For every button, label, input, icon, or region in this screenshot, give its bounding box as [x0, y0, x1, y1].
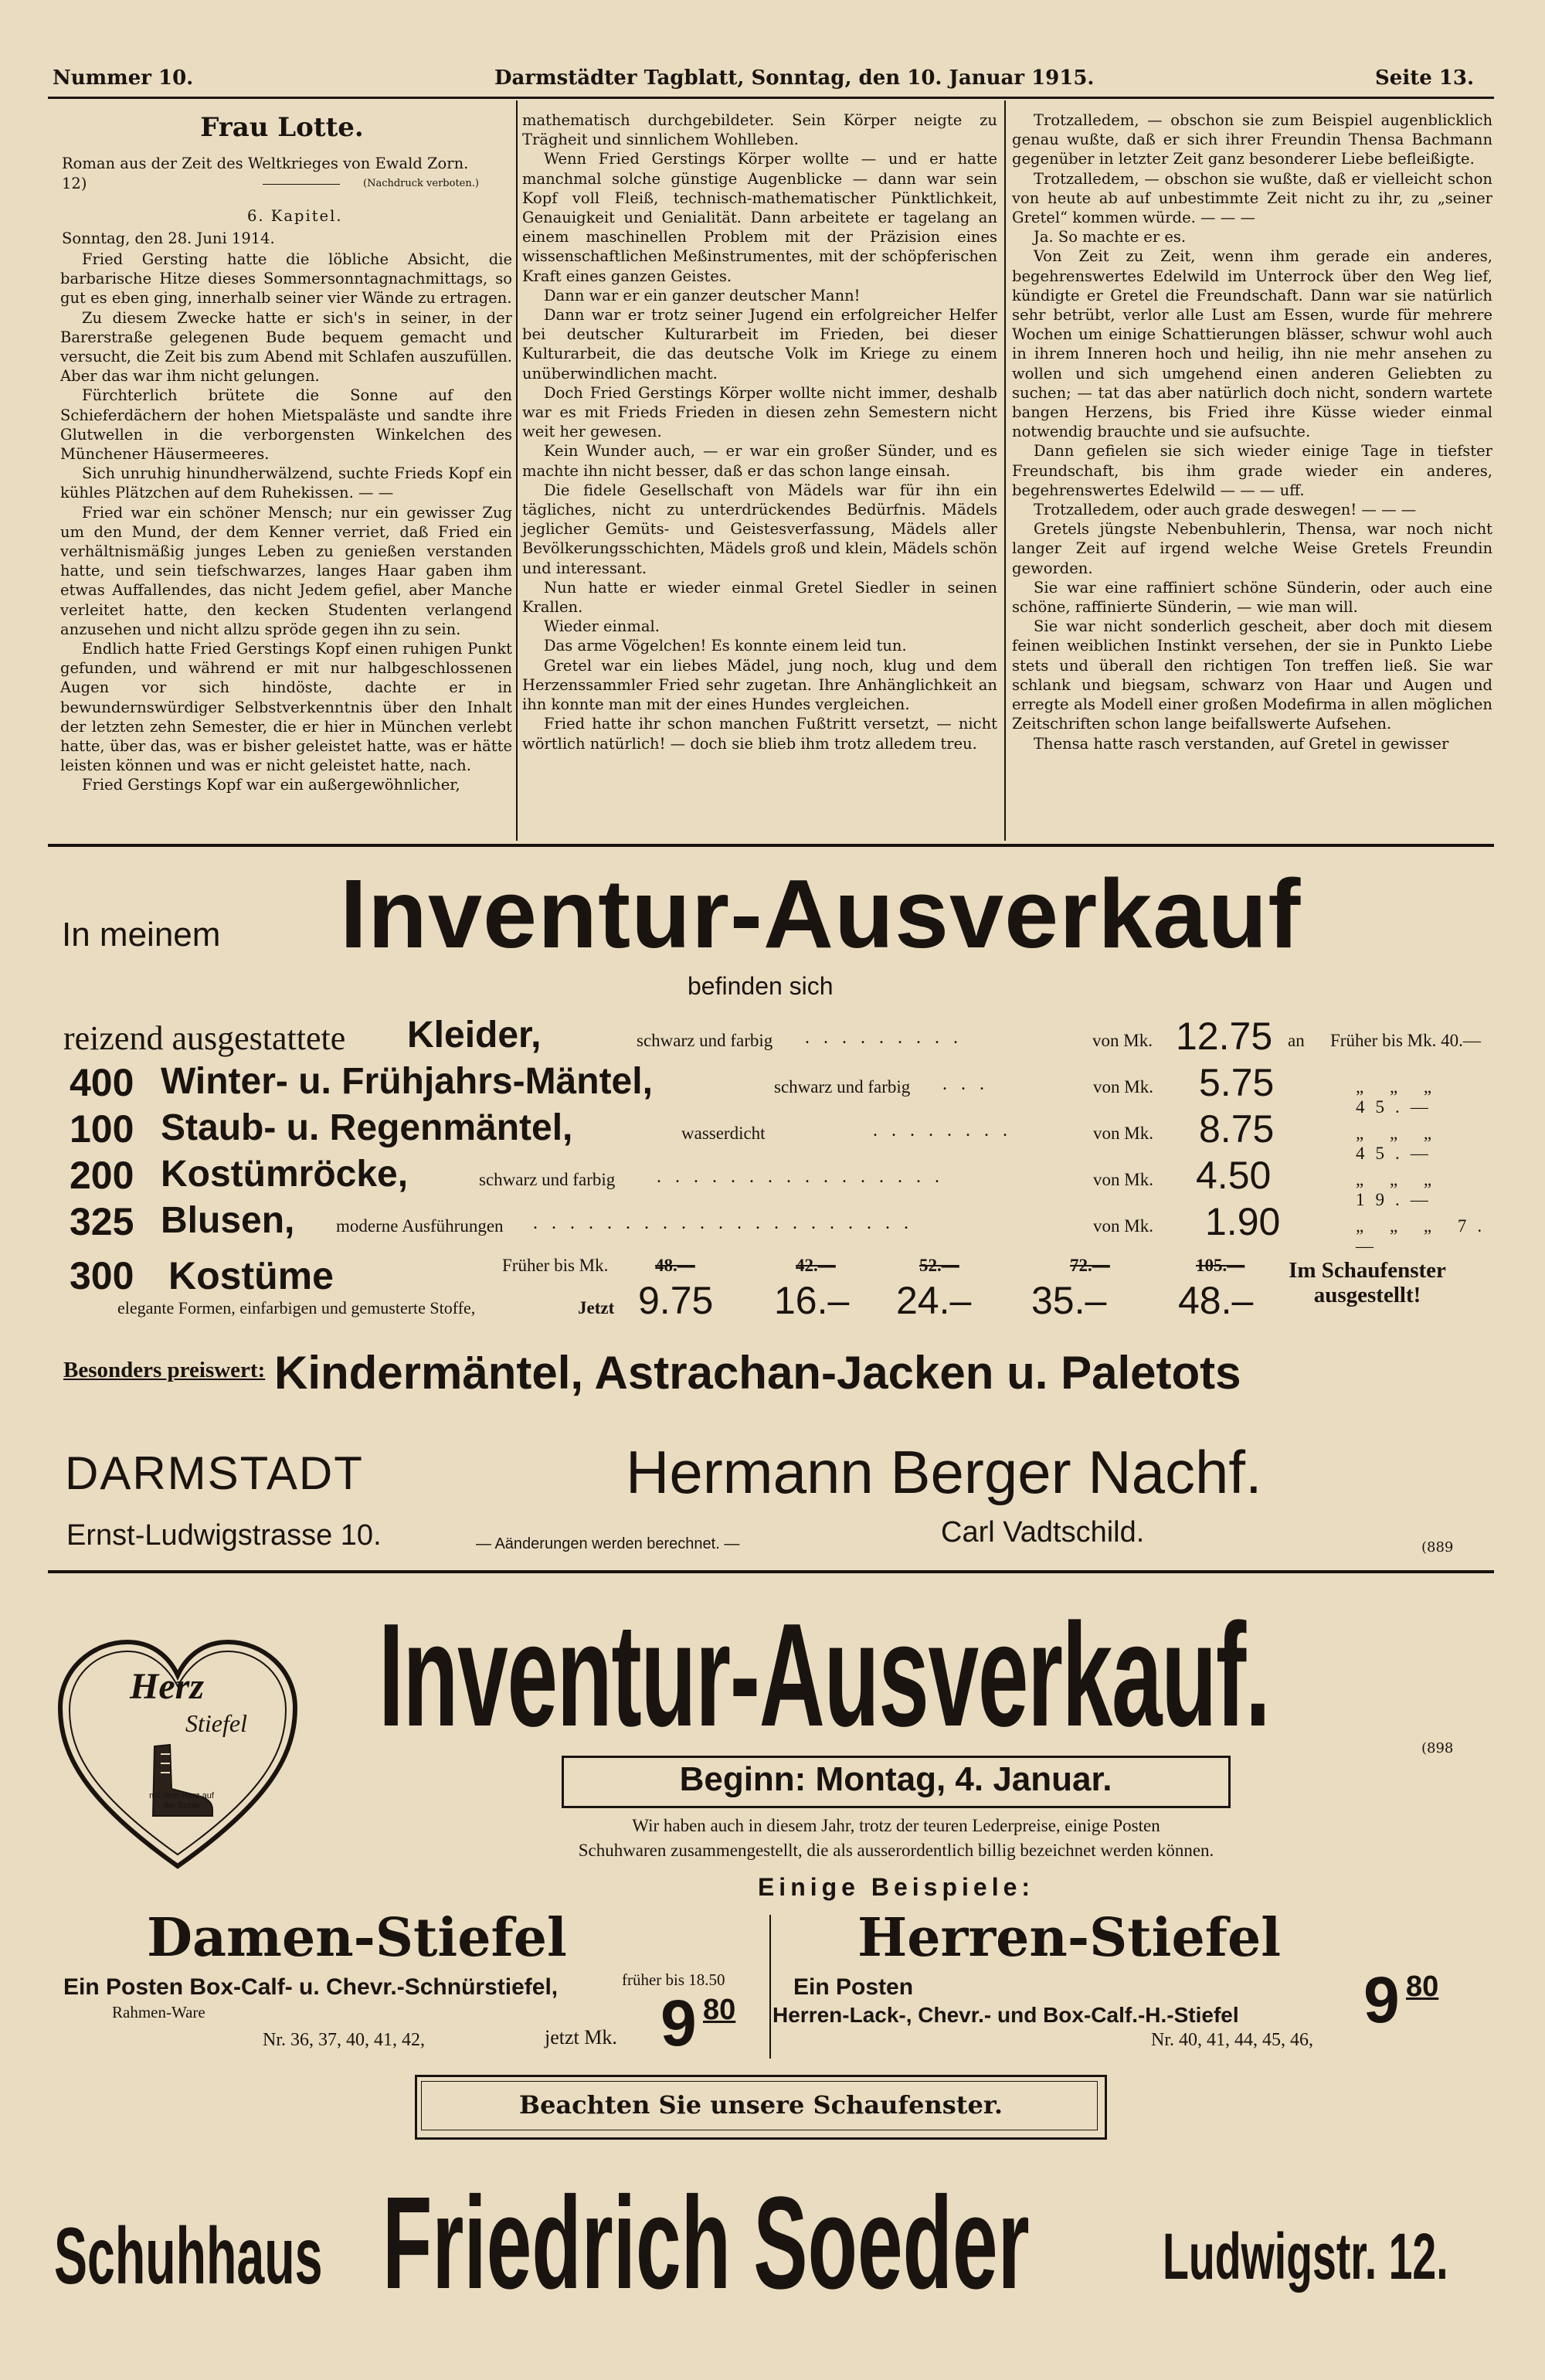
section-rule [48, 1570, 1494, 1573]
ad2-text-line-2: Schuhwaren zusammengestellt, die als ausserordentlich billig bezeichnet werden können. [578, 1841, 1214, 1860]
kostueme-new-price: 35.– [1031, 1279, 1107, 1322]
ad-prefix: In meinem [62, 916, 221, 954]
paragraph: Trotzalledem, — obschon sie zum Beispiel augenblicklich genau wußte, daß er sich ihrer Freundin Thensa Bachmann gegenüber in letzter Zeit ganz besonderer Liebe befleißigte. [1012, 111, 1492, 168]
herren-line-2: Herren-Lack-, Chevr.- und Box-Calf.-H.-Stiefel [772, 2003, 1239, 2027]
item-quantity: 400 [70, 1061, 134, 1104]
item-description: wasserdicht [681, 1124, 766, 1143]
ad-headline: Inventur-Ausverkauf [340, 859, 1302, 968]
paragraph: Dann war er trotz seiner Jugend ein erfolgreicher Helfer bei deutscher Kulturarbeit im Frieden, bei dieser Kulturarbeit, die das deutsche Volk im Kriege zu einem unüberwindlichen macht. [522, 306, 997, 382]
dot-leader: . . . . . . . . . . . . . . . . [657, 1167, 944, 1187]
item-name: Blusen, [161, 1200, 295, 1241]
former-price: „ „ „ 45.— [1356, 1124, 1443, 1163]
kostueme-description: elegante Formen, einfarbigen und gemusterte Stoffe, [117, 1298, 476, 1318]
ad-item-row [63, 1014, 1492, 1060]
beachten-text: Beachten Sie unsere Schaufenster. [519, 2090, 1003, 2120]
former-price: „ „ „ 7.— [1356, 1216, 1493, 1256]
kostueme-new-price: 9.75 [638, 1279, 714, 1322]
ad-item-row [70, 1199, 1499, 1256]
damen-line-1: Ein Posten Box-Calf- u. Chevr.-Schnürstiefel, [63, 1974, 559, 2000]
paragraph: Fried Gerstings Kopf war ein außergewöhnlicher, [82, 776, 460, 794]
ad2-headline-text: Inventur-Ausverkauf. [379, 1598, 1270, 1753]
paragraph: Dann war er ein ganzer deutscher Mann! [544, 286, 861, 304]
dot-leader: . . . [942, 1074, 989, 1094]
paragraph: mathematisch durchgebildeter. Sein Körper neigte zu Trägheit und sinnlichem Wohlleben. [522, 111, 997, 149]
page-number-label: Nummer 10. [53, 66, 194, 90]
item-description: schwarz und farbig [774, 1077, 911, 1096]
item-quantity: 100 [70, 1107, 134, 1151]
kostueme-old-price: 105.— [1196, 1256, 1245, 1275]
paragraph: Fürchterlich brütete die Sonne auf den Schieferdächern der hohen Mietspaläste und sandte ihre Glutwellen in die verborgensten Winkelchen des Münchener Häusermeeres. [60, 386, 512, 464]
damen-title: Damen-Stiefel [147, 1907, 567, 1969]
item-quantity: 325 [70, 1200, 134, 1243]
herren-price-dec: 80 [1406, 1970, 1439, 2003]
paragraph: Fried Gersting hatte die löbliche Absicht, die barbarische Hitze dieses Sommersonntagnachmittags, so gut es eben ging, innerhalb seiner vier Wände zu ertragen. [60, 250, 512, 308]
damen-price-int: 9 [660, 1987, 697, 2059]
header-rule [48, 97, 1494, 99]
item-name: Winter- u. Frühjahrs-Mäntel, [161, 1061, 653, 1102]
herren-price-int: 9 [1363, 1964, 1400, 2036]
ad-firm-name: Hermann Berger Nachf. [626, 1438, 1262, 1506]
paragraph: Fried hatte ihr schon manchen Fußtritt versetzt, — nicht wörtlich natürlich! — doch sie blieb ihm trotz alledem treu. [522, 715, 997, 753]
chapter-date: Sonntag, den 28. Juni 1914. [62, 230, 275, 247]
preiswert-label: Besonders preiswert: [63, 1358, 266, 1382]
paragraph: Sie war nicht sonderlich gescheit, aber doch mit diesem feinen weiblichen Instinkt versehen, der sie in Punkto Liebe stets und überall den richtigen Ton treffen ließ. Sie war schlank und biegsam, schwarz von Haar und Augen und erregte als Modell einer großen Modefirma in allen möglichen Zeitschriften schon lange beifallswerte Aufsehen. [1012, 617, 1492, 733]
logo-text-top: Herz [130, 1666, 204, 1707]
kostueme-old-price: 48.— [655, 1256, 695, 1275]
kostueme-new-price: 16.– [774, 1279, 850, 1322]
kostueme-old-price: 52.— [919, 1256, 959, 1275]
ad-code: (889 [1421, 1539, 1454, 1556]
paragraph: Trotzalledem, — obschon sie wußte, daß er vielleicht schon von heute ab auf unbestimmte Zeit nicht zu ihr, zu „seiner Gretel“ kommen würde. — — — [1012, 169, 1492, 227]
paragraph: Kein Wunder auch, — er war ein großer Sünder, und es machte ihn nicht besser, daß er das schon lange einsah. [522, 442, 997, 480]
ad2-text-line-1: Wir haben auch in diesem Jahr, trotz der teuren Lederpreise, einige Posten [632, 1816, 1160, 1835]
kostueme-new-price: 24.– [896, 1279, 972, 1322]
ad2-headline [379, 1598, 1414, 1753]
item-price: 12.75 [1176, 1015, 1273, 1058]
item-name: Kostümröcke, [161, 1154, 409, 1195]
kostueme-quantity: 300 [70, 1254, 134, 1297]
item-description: schwarz und farbig [479, 1170, 616, 1189]
herren-title: Herren-Stiefel [857, 1907, 1282, 1969]
paragraph: Zu diesem Zwecke hatte er sich's in seiner, in der Barerstraße gelegenen Bude bequem gemacht und versucht, die Zeit bis zum Abend mit Schlafen auszufüllen. Aber das war ihm nicht gelungen. [60, 308, 512, 386]
former-price: „ „ „ 19.— [1356, 1170, 1443, 1209]
paragraph: Thensa hatte rasch verstanden, auf Gretel in gewisser [1034, 734, 1449, 753]
logo-small-text: mit dem Herz auf der Sohle [149, 1791, 214, 1810]
paragraph: Endlich hatte Fried Gerstings Kopf einen ruhigen Punkt gefunden, und während er mit nur halbgeschlossenen Augen vor sich hindöste, dachte er in bewundernswürdiger Selbstverkenntnis über den Inhalt der letzten zehn Semester, die er hier in München verlebt hatte, über das, was er bisher geleistet hatte, was er hätte leisten können und was er nicht geleistet hatte, nach. [60, 640, 512, 775]
column-rule [769, 1915, 771, 2059]
short-rule [263, 184, 340, 185]
logo-text-bottom: Stiefel [185, 1709, 247, 1737]
paragraph: Sie war eine raffiniert schöne Sünderin, oder auch eine schöne, raffinierte Sünderin, — wie man will. [1012, 578, 1492, 617]
kostueme-name: Kostüme [168, 1254, 334, 1297]
paragraph: Von Zeit zu Zeit, wenn ihm gerade ein anderes, begehrenswertes Edelwild im Unterrock über den Weg lief, kündigte er Gretel die Freundschaft. Dann war sie natürlich sehr betrübt, verlor alle Lust am Essen, wurde für mehrere Wochen um einige Schattierungen blässer, schwur wohl auch in ihrem Inneren hoch und heilig, ihn nie mehr ansehen zu wollen und sich umgehend einen anderen Geliebten zu suchen; — tat das aber natürlich doch nicht, sondern wartete bangen Herzens, bis Fried ihre Küsse wieder einmal notwendig brauchte und sie aufsuchte. [1012, 247, 1492, 441]
herren-line-1: Ein Posten [793, 1974, 914, 2000]
price-prefix: von Mk. [1092, 1031, 1153, 1050]
beginn-text: Beginn: Montag, 4. Januar. [679, 1760, 1112, 1798]
kostueme-old-price: 42.— [796, 1256, 836, 1275]
beispiele-heading: Einige Beispiele: [757, 1873, 1035, 1901]
ad-item-row [70, 1060, 1499, 1117]
ad-item-row [70, 1107, 1499, 1163]
ad-owner: Carl Vadtschild. [941, 1516, 1145, 1549]
damen-line-2: Rahmen-Ware [112, 2003, 205, 2021]
shop-street [1163, 2218, 1503, 2295]
paragraph: Trotzalledem, oder auch grade deswegen! — — — [1034, 501, 1417, 519]
article-part: 12) [62, 175, 87, 192]
shop-prefix [54, 2210, 379, 2303]
paragraph: Ja. So machte er es. [1034, 228, 1187, 246]
section-rule [48, 844, 1494, 847]
dot-leader: . . . . . . . . . [805, 1028, 963, 1048]
article-column-3 [1012, 110, 1492, 753]
ad-city: DARMSTADT [65, 1447, 364, 1499]
page-label: Seite 13. [1375, 66, 1475, 90]
article-column-2 [522, 110, 997, 753]
item-quantity: 200 [70, 1154, 134, 1197]
price-prefix: von Mk. [1093, 1216, 1153, 1236]
paragraph: Dann gefielen sie sich wieder einige Tage in tiefster Freundschaft, bis ihm grade wieder ein anderes, begehrenswertes Edelwild — — — uff. [1012, 442, 1492, 499]
kostueme-jetzt-label: Jetzt [578, 1298, 615, 1318]
kostueme-former-label: Früher bis Mk. [502, 1256, 609, 1275]
price-prefix: von Mk. [1093, 1077, 1153, 1096]
damen-former-price: früher bis 18.50 [622, 1970, 725, 1989]
paragraph: Gretels jüngste Nebenbuhlerin, Thensa, war noch nicht langer Zeit auf irgend welche Weise Gretels Freundin geworden. [1012, 520, 1492, 577]
former-price: „ „ „ 45.— [1356, 1077, 1443, 1117]
dot-leader: . . . . . . . . [873, 1120, 1012, 1141]
price-prefix: von Mk. [1093, 1124, 1153, 1143]
article-title: Frau Lotte. [200, 112, 364, 143]
item-price: 8.75 [1199, 1107, 1275, 1151]
item-quantity: reizend ausgestattete [63, 1019, 346, 1057]
kostueme-new-price: 48.– [1178, 1279, 1254, 1322]
shop-name-text: Friedrich Soeder [382, 2170, 1030, 2317]
shop-name [382, 2170, 1139, 2317]
column-rule [516, 100, 518, 841]
paragraph: Doch Fried Gerstings Körper wollte nicht immer, deshalb war es mit Frieds Frieden in diesen zehn Semestern nicht weit her gewesen. [522, 383, 997, 441]
ad-subline: befinden sich [688, 972, 834, 1000]
paragraph: Sich unruhig hinundherwälzend, suchte Frieds Kopf ein kühles Plätzchen auf dem Ruhekissen. — — [60, 464, 512, 502]
item-name: Kleider, [407, 1015, 542, 1056]
paragraph: Das arme Vögelchen! Es konnte einem leid tun. [544, 637, 907, 655]
preiswert-items: Kindermäntel, Astrachan-Jacken u. Paletots [274, 1347, 1241, 1399]
item-name: Staub- u. Regenmäntel, [161, 1107, 573, 1148]
item-description: moderne Ausführungen [336, 1216, 504, 1236]
ad2-code: (898 [1421, 1740, 1454, 1756]
paragraph: Gretel war ein liebes Mädel, jung noch, klug und dem Herzenssammler Fried sehr zugetan. Ihre Anhänglichkeit an ihn konnte man mit der eines Hundes vergleichen. [522, 656, 997, 714]
ad-item-row [70, 1153, 1499, 1209]
schaufenster-note: Im Schaufenster ausgestellt! [1289, 1258, 1446, 1307]
damen-jetzt: jetzt Mk. [545, 2026, 617, 2048]
kostueme-old-price: 72.— [1070, 1256, 1110, 1275]
paragraph: Fried war ein schöner Mensch; nur ein gewisser Zug um den Mund, der dem Kenner verriet, daß Fried ein verhältnismäßig junges Leben zu genießen verstanden hatte, und sein tiefschwarzes, langes Haar gaben ihm etwas Auffallendes, das nicht Jedem gefiel, aber Manche verleitet hatte, den kecken Studenten verlangend anzusehen und nicht allzu spröde gegen ihn zu sein. [60, 503, 512, 638]
price-prefix: von Mk. [1093, 1170, 1153, 1189]
shop-prefix-text: Schuhhaus [54, 2212, 323, 2301]
column-rule [1004, 100, 1006, 841]
paragraph: Wenn Fried Gerstings Körper wollte — und er hatte manchmal solche günstige Augenblicke — dann war sein Kopf voll Fleiß, technisch-mathematischer Pünktlichkeit, Genauigkeit und Genialität. Dann arbeitete er tagelang an einem maschinellen Problem mit der Präzision eines wissenschaftlichen Meßinstrumentes, mit der schöpferischen Kraft eines ganzen Geistes. [522, 150, 997, 285]
chapter-heading: 6. Kapitel. [247, 207, 343, 225]
dot-leader: . . . . . . . . . . . . . . . . . . . . . [533, 1213, 913, 1233]
ad-notice: — Aänderungen werden berechnet. — [476, 1535, 740, 1552]
item-description: schwarz und farbig [637, 1031, 773, 1050]
article-column-1 [60, 250, 512, 795]
herren-sizes: Nr. 40, 41, 44, 45, 46, [1151, 2030, 1313, 2050]
item-price: 4.50 [1196, 1154, 1272, 1197]
item-price: 1.90 [1205, 1200, 1281, 1243]
price-suffix: an [1288, 1031, 1305, 1050]
article-subtitle: Roman aus der Zeit des Weltkrieges von Ewald Zorn. [62, 155, 469, 172]
reprint-note: (Nachdruck verboten.) [363, 178, 479, 189]
damen-price-dec: 80 [703, 1994, 736, 2026]
damen-sizes: Nr. 36, 37, 40, 41, 42, [263, 2030, 425, 2050]
paragraph: Nun hatte er wieder einmal Gretel Siedler in seinen Krallen. [522, 578, 997, 617]
item-price: 5.75 [1199, 1061, 1275, 1104]
paragraph: Die fidele Gesellschaft von Mädels war für ihn ein tägliches, nicht zu unterdrückendes Bedürfnis. Mädels jeglicher Gemüts- und Geistesverfassung, Mädels aller Bevölkerungsschichten, Mädels groß und klein, Mädels schön und interessant. [522, 481, 997, 577]
former-price: Früher bis Mk. 40.— [1330, 1031, 1481, 1050]
newspaper-title: Darmstädter Tagblatt, Sonntag, den 10. Januar 1915. [494, 66, 1095, 90]
shop-street-text: Ludwigstr. 12. [1163, 2220, 1448, 2293]
ad-street: Ernst-Ludwigstrasse 10. [66, 1519, 382, 1552]
paragraph: Wieder einmal. [544, 617, 660, 636]
